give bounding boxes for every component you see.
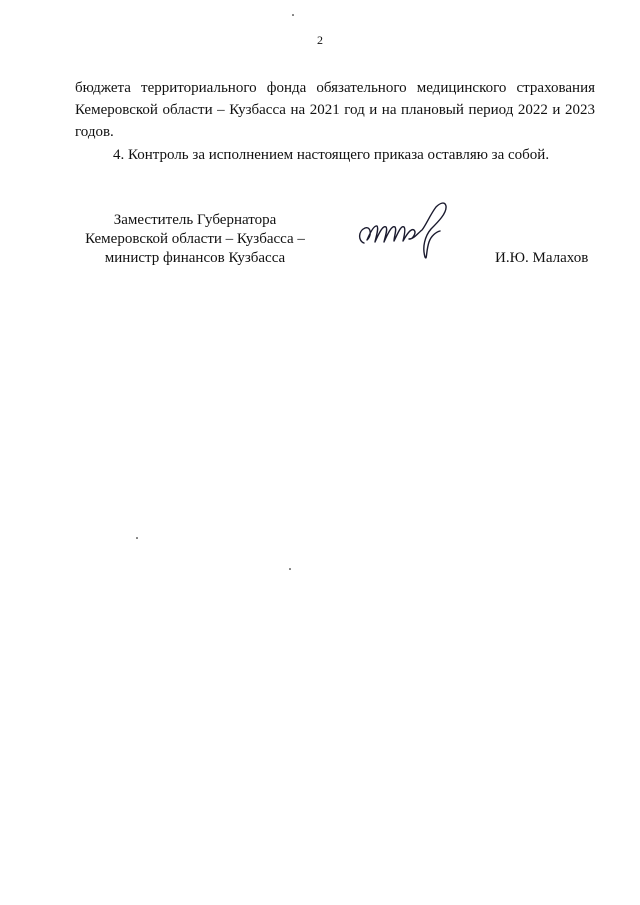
scan-speck [289, 568, 291, 570]
paragraph-control-clause: 4. Контроль за исполнением настоящего приказа оставляю за собой. [113, 147, 550, 163]
paragraph-budget-continuation: бюджета территориального фонда обязательного медицинского страхования Кемеровской области – Кузбасса на 2021 год и на плановый период 2022 и 2023 годов. [75, 80, 595, 140]
signatory-position-line-1: Заместитель Губернатора [113, 212, 277, 228]
signatory-position-line-2: Кемеровской области – Кузбасса – [85, 231, 305, 247]
page-number: 2 [317, 33, 323, 47]
signatory-name: И.Ю. Малахов [495, 250, 589, 266]
scan-speck [292, 14, 294, 16]
signatory-position-line-3: министр финансов Кузбасса [104, 250, 286, 266]
scan-speck [136, 537, 138, 539]
signatory-position [75, 211, 315, 268]
handwritten-signature [352, 195, 454, 265]
